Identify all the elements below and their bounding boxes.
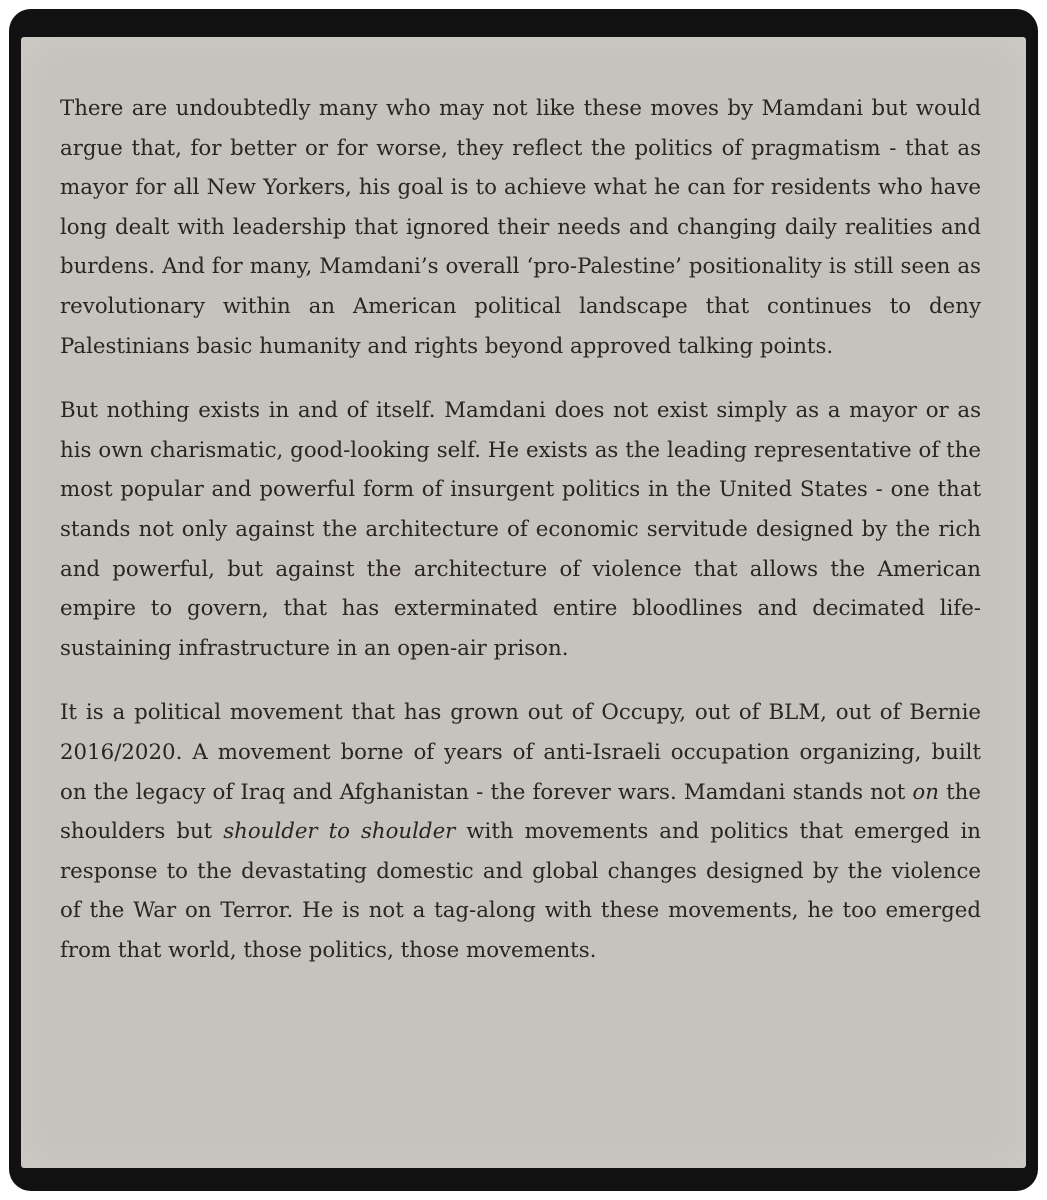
article-paragraph-2: But nothing exists in and of itself. Mamdani does not exist simply as a mayor or as his own charismatic, good-looking self. He exists as the leading representative of the most popular and powerful form of insurgent politics in the United States - one that stands not only against the architecture of economic servitude designed by the rich and powerful, but against the architecture of violence that allows the American empire to govern, that has exterminated entire bloodlines and decimated life-sustaining infrastructure in an open-air prison. [60,398,981,661]
emphasis-on: on [912,779,939,805]
screenshot-frame [9,9,1038,1191]
emphasis-shoulder-to-shoulder: shoulder to shoulder [223,819,456,845]
paragraph-3-text-1: It is a political movement that has grown out of Occupy, out of BLM, out of Bernie 2016/2020. A movement borne of years of anti-Israeli occupation organizing, built on the legacy of Iraq and Afghanistan - the forever wars. Mamdani stands not [60,700,981,805]
article-paragraph-1: There are undoubtedly many who may not like these moves by Mamdani but would argue that, for better or for worse, they reflect the politics of pragmatism - that as mayor for all New Yorkers, his goal is to achieve what he can for residents who have long dealt with leadership that ignored their needs and changing daily realities and burdens. And for many, Mamdani’s overall ‘pro-Palestine’ positionality is still seen as revolutionary within an American political landscape that continues to deny Palestinians basic humanity and rights beyond approved talking points. [60,96,981,359]
paragraph-3-text-3: with movements and politics that emerged in response to the devastating domestic and global changes designed by the violence of the War on Terror. He is not a tag-along with these movements, he too emerged from that world, those politics, those movements. [60,819,981,963]
paragraph-3-text-2: the shoulders but [60,779,981,845]
article-body [60,89,981,995]
article-page [21,37,1026,1168]
article-paragraph-3 [60,693,981,970]
